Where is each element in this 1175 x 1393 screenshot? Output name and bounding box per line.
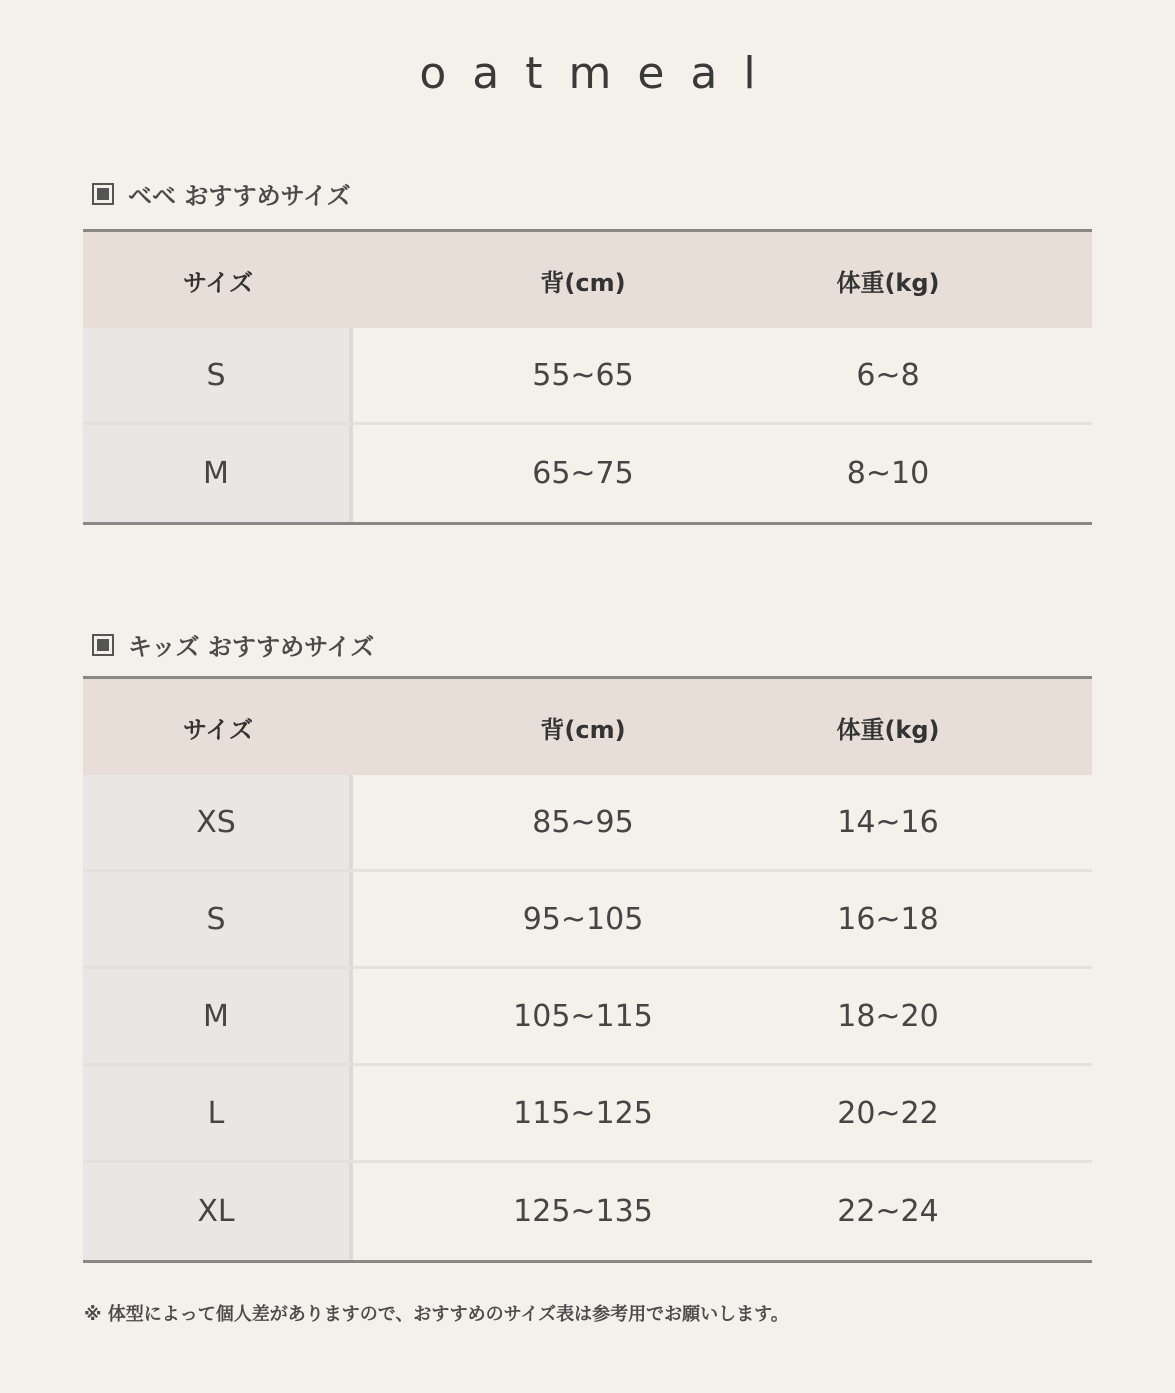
header-size: サイズ bbox=[182, 715, 254, 744]
square-bullet-icon bbox=[92, 183, 114, 205]
table-row bbox=[83, 1066, 1092, 1163]
height-cell: 125~135 bbox=[353, 1163, 813, 1260]
weight-cell: 6~8 bbox=[813, 328, 1092, 422]
header-size: サイズ bbox=[182, 268, 254, 297]
table-row bbox=[83, 775, 1092, 872]
section-title-text: キッズ おすすめサイズ bbox=[128, 633, 375, 661]
weight-cell: 18~20 bbox=[813, 969, 1092, 1063]
weight-cell: 20~22 bbox=[813, 1066, 1092, 1160]
weight-cell: 22~24 bbox=[813, 1163, 1092, 1260]
height-cell: 85~95 bbox=[353, 775, 813, 869]
brand-logo: oatmeal bbox=[419, 48, 782, 99]
table-header-row bbox=[83, 232, 1092, 328]
size-cell: XL bbox=[83, 1163, 353, 1260]
kids-size-table bbox=[83, 676, 1092, 1263]
height-cell: 115~125 bbox=[353, 1066, 813, 1160]
square-bullet-icon bbox=[92, 634, 114, 656]
section-title-text: ベベ おすすめサイズ bbox=[128, 182, 351, 210]
table-row bbox=[83, 1163, 1092, 1260]
weight-cell: 16~18 bbox=[813, 872, 1092, 966]
height-cell: 105~115 bbox=[353, 969, 813, 1063]
header-height: 背(cm) bbox=[540, 715, 626, 744]
table-row bbox=[83, 872, 1092, 969]
kids-size-title bbox=[92, 627, 374, 662]
size-cell: L bbox=[83, 1066, 353, 1160]
baby-size-table bbox=[83, 229, 1092, 525]
disclaimer-note: ※ 体型によって個人差がありますので、おすすめのサイズ表は参考用でお願いします。 bbox=[84, 1304, 789, 1325]
baby-size-title bbox=[92, 176, 351, 211]
header-weight: 体重(kg) bbox=[836, 715, 940, 744]
height-cell: 65~75 bbox=[353, 425, 813, 522]
size-cell: S bbox=[83, 872, 353, 966]
header-height: 背(cm) bbox=[540, 268, 626, 297]
table-row bbox=[83, 328, 1092, 425]
size-cell: XS bbox=[83, 775, 353, 869]
table-row bbox=[83, 969, 1092, 1066]
table-row bbox=[83, 425, 1092, 522]
size-cell: S bbox=[83, 328, 353, 422]
table-header-row bbox=[83, 679, 1092, 775]
height-cell: 95~105 bbox=[353, 872, 813, 966]
weight-cell: 8~10 bbox=[813, 425, 1092, 522]
size-cell: M bbox=[83, 969, 353, 1063]
weight-cell: 14~16 bbox=[813, 775, 1092, 869]
size-cell: M bbox=[83, 425, 353, 522]
header-weight: 体重(kg) bbox=[836, 268, 940, 297]
height-cell: 55~65 bbox=[353, 328, 813, 422]
